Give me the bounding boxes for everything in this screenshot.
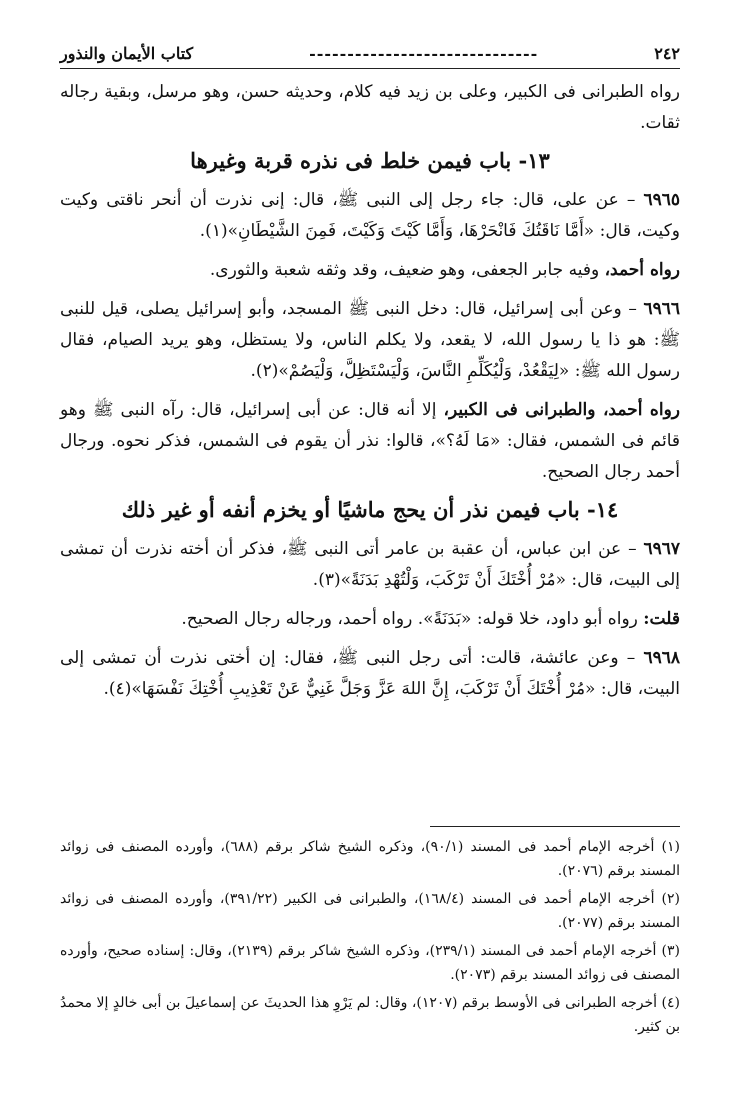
takhrij-6965 (60, 255, 680, 286)
qult-text: رواه أبو داود، خلا قوله: «بَدَنَةً». رواه أحمد، ورجاله رجال الصحيح. (181, 609, 644, 629)
hadith-number: ٦٩٦٦ (643, 299, 681, 319)
hadith-6965 (60, 185, 680, 247)
running-header (60, 40, 680, 69)
takhrij-text: إلا أنه قال: عن أبى إسرائيل، قال: رآه النبى ﷺ وهو قائم فى الشمس، فقال: «مَا لَهُ؟»، قالوا: نذر أن يقوم فى الشمس، فذكر نحوه. ورجال أحمد رجال الصحيح. (60, 400, 680, 482)
hadith-text: – وعن عائشة، قالت: أتى رجل النبى ﷺ، فقال: إن أختى نذرت أن تمشى إلى البيت، قال: «مُرْ أُخْتَكَ أَنْ تَرْكَبَ، إِنَّ اللهَ عَزَّ وَجَلَّ غَنِيٌّ عَنْ تَعْذِيبِ أُخْتِكَ نَفْسَهَا»(٤). (60, 648, 680, 699)
book-page (60, 40, 680, 1060)
hadith-number: ٦٩٦٧ (643, 539, 681, 559)
qult-note (60, 604, 680, 635)
footnote-4: (٤) أخرجه الطبرانى فى الأوسط برقم (١٢٠٧)، وقال: لم يَرْوِ هذا الحديثَ عن إسماعيلَ بن أبى خالدٍ إلا محمدُ بن كثير. (60, 995, 680, 1035)
hadith-text: – وعن أبى إسرائيل، قال: دخل النبى ﷺ المسجد، وأبو إسرائيل يصلى، قيل للنبى ﷺ: هو ذا يا رسول الله، لا يقعد، ولا يكلم الناس، ولا يستظل، وهو يريد الصيام، فقال رسول الله ﷺ: «لِيَقْعُدْ، وَلْيُكَلِّمِ النَّاسَ، وَلْيَسْتَظِلَّ، وَلْيَصُمْ»(٢). (60, 299, 680, 381)
footnotes (60, 826, 680, 1043)
footnote-1: (١) أخرجه الإمام أحمد فى المسند (٩٠/١)، وذكره الشيخ شاكر برقم (٦٨٨)، وأورده المصنف فى زوائد المسند برقم (٢٠٧٦). (60, 839, 680, 879)
footnote-3: (٣) أخرجه الإمام أحمد فى المسند (٢٣٩/١)، وذكره الشيخ شاكر برقم (٢١٣٩)، وقال: إسناده صحيح، وأورده المصنف فى زوائد المسند برقم (٢٠٧٣). (60, 943, 680, 983)
page-number: ٢٤٢ (654, 43, 680, 63)
book-title: كتاب الأيمان والنذور (60, 43, 194, 63)
chapter-heading-13: ١٣- باب فيمن خلط فى نذره قربة وغيرها (190, 148, 550, 173)
hadith-6968 (60, 643, 680, 705)
narrator-bold: رواه أحمد، (604, 260, 680, 280)
takhrij-6966 (60, 395, 680, 488)
hadith-number: ٦٩٦٨ (643, 648, 681, 668)
chapter-heading-14: ١٤- باب فيمن نذر أن يحج ماشيًا أو يخزم أنفه أو غير ذلك (121, 497, 619, 522)
hadith-text: – عن ابن عباس، أن عقبة بن عامر أتى النبى ﷺ، فذكر أن أخته نذرت أن تمشى إلى البيت، قال: «مُرْ أُخْتَكَ أَنْ تَرْكَبَ، وَلْتُهْدِ بَدَنَةً»(٣). (60, 539, 680, 590)
hadith-6966 (60, 294, 680, 387)
hadith-text: – عن على، قال: جاء رجل إلى النبى ﷺ، قال: إنى نذرت أن أنحر ناقتى وكيت وكيت، قال: «أَمَّا نَاقَتُكَ فَانْحَرْهَا، وَأَمَّا كَيْتَ وَكَيْتَ، فَمِنَ الشَّيْطَانِ»(١). (60, 190, 680, 241)
paragraph-tabarani: رواه الطبرانى فى الكبير، وعلى بن زيد فيه كلام، وحديثه حسن، وهو مرسل، وبقية رجاله ثقات. (60, 82, 680, 133)
qult-label: قلت: (643, 609, 680, 629)
footnote-divider (430, 826, 680, 827)
hadith-6967 (60, 534, 680, 596)
takhrij-text: وفيه جابر الجعفى، وهو ضعيف، وقد وثقه شعبة والثورى. (209, 260, 605, 280)
hadith-number: ٦٩٦٥ (643, 190, 681, 210)
header-dash-rule: ------------------------------ (309, 43, 539, 63)
narrator-bold: رواه أحمد، والطبرانى فى الكبير، (443, 400, 680, 420)
footnote-2: (٢) أخرجه الإمام أحمد فى المسند (١٦٨/٤)، والطبرانى فى الكبير (٣٩١/٢٢)، وأورده المصنف فى زوائد المسند برقم (٢٠٧٧). (60, 891, 680, 931)
